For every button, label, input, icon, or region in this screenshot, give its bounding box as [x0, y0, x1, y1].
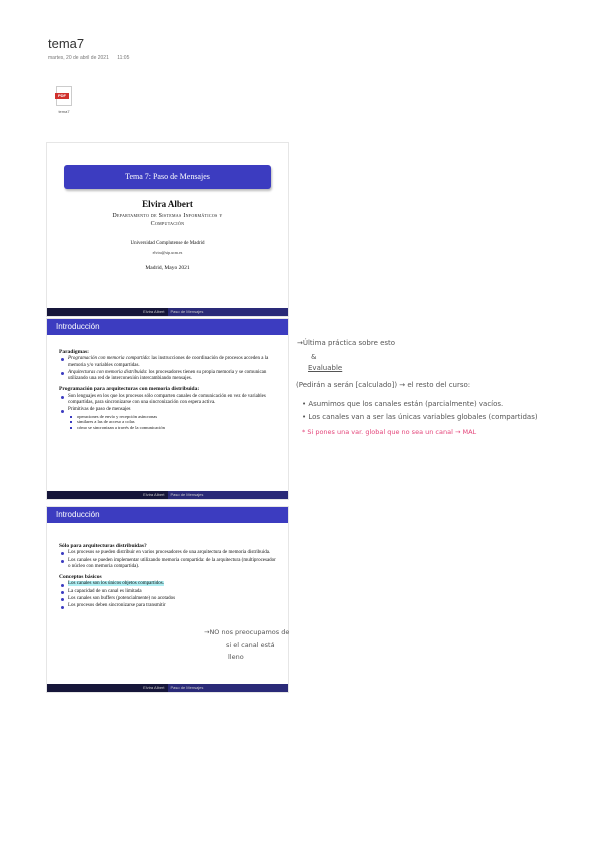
page-title: tema7 [48, 36, 85, 51]
slide-footer [47, 684, 288, 692]
handwritten-note: (Pedirán a serán [calculado]) → el resto del curso: [296, 381, 471, 389]
time-text: 11:05 [117, 55, 130, 61]
attachment-name: tema7 [58, 109, 70, 114]
handwritten-note-red: * Si pones una var. global que no sea un canal → MAL [302, 428, 477, 436]
handwritten-note: Evaluable [308, 364, 343, 372]
highlighted-text: Los canales son los únicos objetos compartidos. [68, 581, 164, 587]
slide-department [47, 212, 288, 228]
slide-university: Universidad Complutense de Madrid [130, 241, 205, 246]
slide-introduction-2 [47, 507, 288, 692]
dept-line-1: Departamento de Sistemas Informáticos y [112, 213, 223, 219]
list-item: Son lenguajes en los que los procesos sólo comparten canales de comunicación en vez de variables compartidas, para sincronizarse con una sincronización con espera activa. [59, 394, 278, 407]
footer-left: Elvira Albert [143, 685, 165, 690]
block-title: Programación para arquitecturas con memoria distribuida: [59, 386, 200, 393]
footer-right: Paso de Mensajes [168, 491, 289, 499]
block-title: Sólo para arquitecturas distribuidas? [59, 543, 147, 549]
sub-item: cómo se sincronizan a través de la comunicación [59, 425, 278, 431]
item-emphasis: Programación con memoria compartida [68, 356, 149, 362]
footer-right: Paso de Mensajes [168, 684, 289, 692]
slide-content [59, 543, 278, 610]
list-item: Los procesos deben sincronizarse para transmitir [59, 603, 278, 609]
footer-right: Paso de Mensajes [168, 308, 289, 316]
list-item: Primitivas de paso de mensajes [59, 407, 278, 413]
item-text: : las instrucciones de coordinación de procesos acceden a la memoria y/o variables compartidas. [68, 356, 269, 368]
block-title: Paradigmas: [59, 349, 89, 355]
list-item: La capacidad de un canal es limitada [59, 589, 278, 595]
slide-title-box: Tema 7: Paso de Mensajes [64, 165, 271, 189]
dept-line-2: Computación [150, 221, 185, 227]
handwritten-note: si el canal está [226, 641, 275, 649]
date-text: martes, 20 de abril de 2021 [48, 55, 109, 61]
frame-heading: Introducción [47, 319, 288, 335]
slide-title [47, 143, 288, 316]
slide-footer [47, 491, 288, 499]
handwritten-note: →NO nos preocupamos de [204, 628, 290, 636]
handwritten-note: →Última práctica sobre esto [297, 339, 396, 347]
handwritten-note: • Los canales van a ser las únicas variables globales (compartidas) [302, 413, 538, 421]
slide-email: elvira@sip.ucm.es [152, 250, 183, 255]
pdf-file-icon [56, 86, 72, 106]
list-item [59, 356, 278, 369]
handwritten-note: • Asumimos que los canales están (parcialmente) vacíos. [302, 400, 504, 408]
list-item [59, 581, 278, 587]
pdf-badge: PDF [55, 93, 69, 99]
slide-introduction-1 [47, 319, 288, 499]
handwritten-note: & [311, 353, 317, 361]
item-text: : los procesadores tienen su propia memoria y se comunican utilizando una red de interconexión intercambiando mensajes. [68, 369, 267, 382]
handwritten-note: lleno [228, 653, 244, 661]
block-title: Conceptos básicos [59, 574, 102, 581]
frame-heading: Introducción [47, 507, 288, 523]
list-item: Los procesos se pueden distribuir en varios procesadores de una arquitectura de memoria distribuida. [59, 550, 278, 556]
slide-footer [47, 308, 288, 316]
sub-item: similares a las de acceso a colas [59, 419, 278, 425]
slide-author: Elvira Albert [142, 199, 193, 209]
footer-left: Elvira Albert [143, 492, 165, 497]
slide-content [59, 349, 278, 430]
list-item [59, 370, 278, 383]
list-item: Los canales se pueden implementar utilizando memoria compartida: de la arquitectura (multiprocesador o núcleo con memoria compartida). [59, 558, 278, 571]
page-date [48, 55, 129, 61]
footer-left: Elvira Albert [143, 309, 165, 314]
list-item: Los canales son buffers (potencialmente) no acotados [59, 596, 278, 602]
sub-item: operaciones de envío y recepción asíncronas [59, 414, 278, 420]
slide-date: Madrid, Mayo 2021 [145, 265, 190, 271]
pdf-attachment[interactable] [55, 86, 73, 114]
item-emphasis: Arquitecturas con memoria distribuida [68, 369, 147, 375]
